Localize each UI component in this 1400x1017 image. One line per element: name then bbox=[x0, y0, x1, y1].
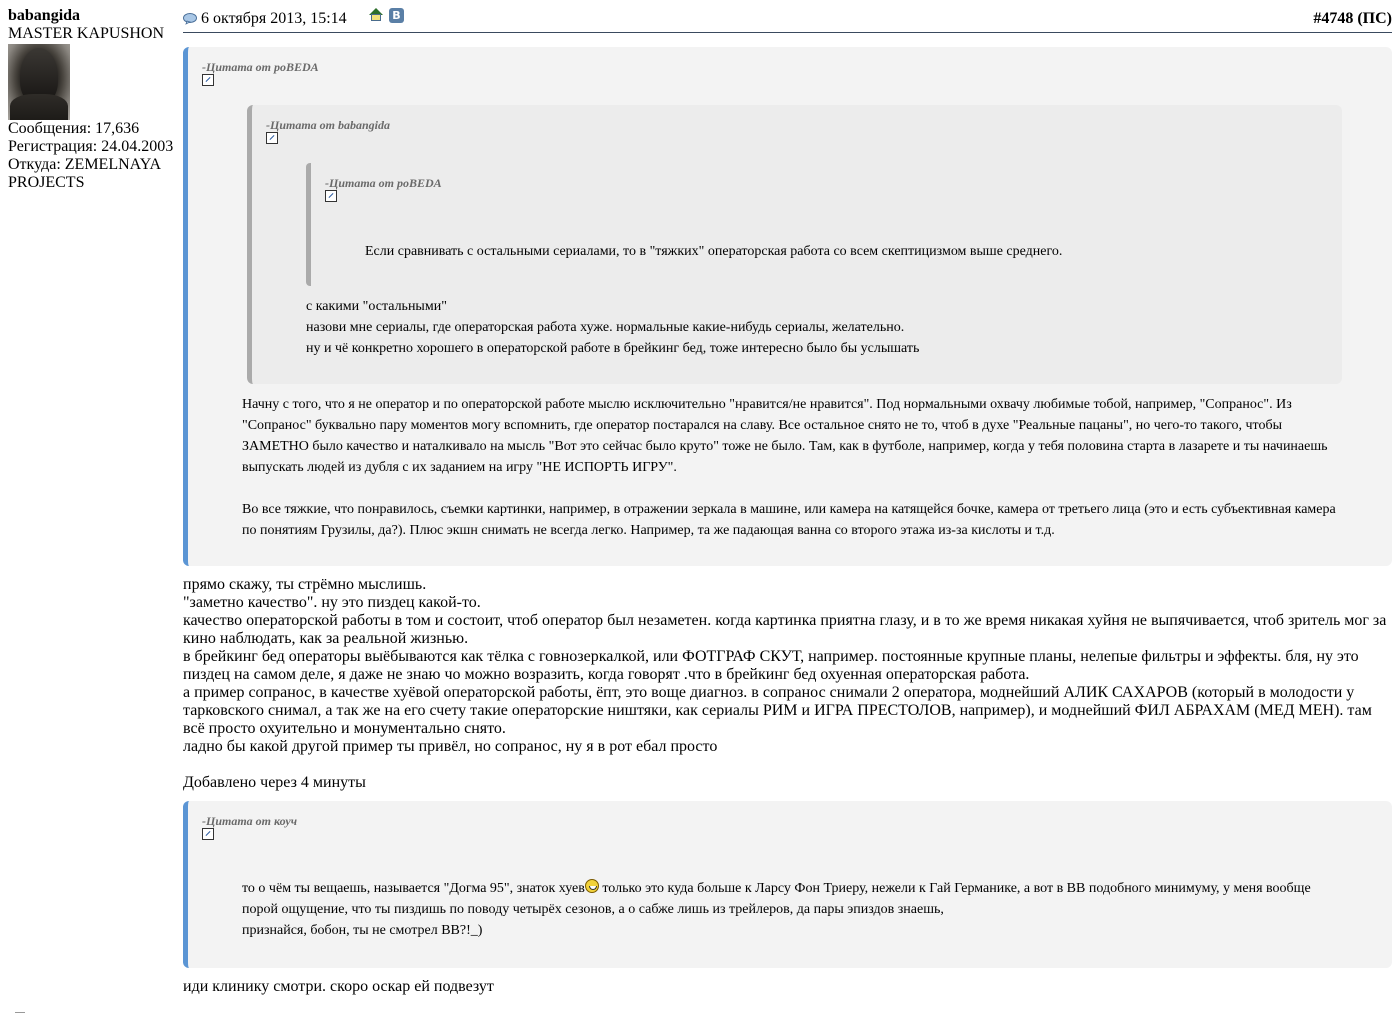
quote-paragraph: Начну с того, что я не оператор и по операторской работе мыслю исключительно "нравится/не нравится". Под нормальными охвачу любимые тобой, например, "Сопранос". Из "Сопранос" буквально пару моментов могу вспомнить, где оператор постарался на славу. Все остальное снято не то, чтоб в духе "Реальные пацаны", но чего-то такого, чтобы ЗАМЕТНО было качество и наталкивало на мысль "Вот это сейчас было круто" тоже не было. Там, как в футболе, например, когда у тебя половина старта в лазарете и ты начинаешь выпускать людей из дубля с их заданием на игру "НЕ ИСПОРТЬ ИГРУ". bbox=[242, 397, 1328, 475]
home-icon[interactable] bbox=[369, 8, 383, 21]
post-line: "заметно качество". ну это пиздец какой-то. bbox=[183, 594, 481, 611]
user-location: Откуда: ZEMELNAYA PROJECTS bbox=[8, 156, 161, 191]
forum-post bbox=[183, 0, 1392, 538]
message-count: Сообщения: 17,636 bbox=[8, 120, 140, 137]
quote-line: назови мне сериалы, где операторская работа хуже. нормальные какие-нибудь сериалы, желательно. bbox=[306, 320, 905, 335]
quote-block-second bbox=[183, 801, 1392, 968]
added-later-note: Добавлено через 4 минуты bbox=[183, 774, 366, 791]
quote-link-icon[interactable] bbox=[202, 828, 214, 840]
post-body bbox=[183, 576, 1392, 756]
quote-block-innermost bbox=[306, 163, 1336, 286]
quote-text bbox=[242, 394, 1342, 541]
post-line: качество операторской работы в том и состоит, чтоб оператор был незаметен. когда картинка приятна глазу, и в то же время никакая хуйня не выпячивается, чтоб зритель мог за кино наблюдать, как за реальной жизнью. bbox=[183, 612, 1387, 647]
quote-source: -Цитата от poBEDA bbox=[202, 60, 319, 74]
post-number bbox=[1313, 10, 1392, 28]
post-header bbox=[183, 0, 1392, 33]
quote-source: -Цитата от коуч bbox=[202, 814, 298, 828]
post-line: а пример сопранос, в качестве хуёвой операторской работы, ёпт, это воще диагноз. в сопранос снимали 2 оператора, моднейший АЛИК САХАРОВ (который в молодости у тарковского снимал, а так же на его счету такие операторские ништяки, как сериалы РИМ и ИГРА ПРЕСТОЛОВ, например), и моднейший ФИЛ АБРАХАМ (МЕД МЕН). там всё просто охуительно и монументально снято. bbox=[183, 684, 1372, 737]
post-date bbox=[183, 10, 347, 28]
grin-smiley-icon bbox=[585, 879, 599, 893]
quote-link-icon[interactable] bbox=[202, 74, 214, 86]
username[interactable]: babangida bbox=[8, 7, 81, 24]
quote-link-icon[interactable] bbox=[266, 132, 278, 144]
post-header-icons bbox=[369, 8, 404, 26]
post-line: ладно бы какой другой пример ты привёл, но сопранос, ну я в рот ебал просто bbox=[183, 738, 718, 755]
post-line: в брейкинг бед операторы выёбываются как тёлка с говнозеркалкой, или ФОТГРАФ СКУТ, например. постоянные крупные планы, нелепые фильтры и эффекты. бля, ну это пиздец на самом деле, я даже не знаю чо можно возразить, когда говорят .что в брейкинг бед охуенная операторская работа. bbox=[183, 648, 1359, 683]
user-title: MASTER KAPUSHON bbox=[8, 25, 165, 42]
quote-source: -Цитата от poBEDA bbox=[325, 176, 442, 190]
quote-block-outer bbox=[183, 47, 1392, 566]
quote-line: признайся, бобон, ты не смотрел ВВ?!_) bbox=[242, 923, 483, 938]
post-number-link[interactable]: #4748 bbox=[1313, 10, 1354, 27]
quote-text-part: только это куда больше к Ларсу Фон Триеру, нежели к Гай Германике, а вот в ВВ подобного минимуму, у меня вообще порой ощущение, что ты пиздишь по поводу четырёх сезонов, а о сабже лишь из трейлеров, да пары эпиздов знаешь, bbox=[242, 881, 1311, 917]
quote-line: ну и чё конкретно хорошего в операторской работе в брейкинг бед, тоже интересно было бы услышать bbox=[306, 341, 920, 356]
quote-text: Если сравнивать с остальными сериалами, то в "тяжких" операторская работа со всем скептицизмом выше среднего. bbox=[365, 244, 1063, 259]
avatar-body bbox=[10, 94, 68, 120]
ps-paren-open: ( bbox=[1353, 10, 1363, 27]
vk-icon[interactable]: В bbox=[389, 8, 404, 23]
avatar[interactable] bbox=[8, 44, 70, 120]
quote-text bbox=[242, 878, 1332, 941]
post-final-line: иди клинику смотри. скоро оскар ей подвезут bbox=[183, 978, 494, 995]
quote-text bbox=[306, 296, 919, 359]
ps-paren-close: ) bbox=[1386, 10, 1392, 27]
quote-source: -Цитата от babangida bbox=[266, 118, 391, 132]
quote-line: с какими "остальными" bbox=[306, 299, 447, 314]
quote-paragraph bbox=[242, 878, 1332, 920]
divider bbox=[15, 1012, 25, 1013]
post-date-text: 6 октября 2013, 15:14 bbox=[201, 10, 347, 27]
ps-link[interactable]: ПС bbox=[1362, 10, 1387, 27]
user-profile bbox=[8, 7, 178, 192]
quote-paragraph: Во все тяжкие, что понравилось, съемки картинки, например, в отражении зеркала в машине, или камера на катящейся бочке, камера от третьего лица (это и есть субъективная камера по понятиям Грузилы, да?). Плюс экшн снимать не всегда легко. Например, та же падающая ванна со второго этажа из-за кислоты и т.д. bbox=[242, 502, 1336, 538]
post-bubble-icon bbox=[183, 13, 197, 25]
quote-link-icon[interactable] bbox=[325, 190, 337, 202]
registration-date: Регистрация: 24.04.2003 bbox=[8, 138, 174, 155]
quote-block-nested bbox=[247, 105, 1342, 384]
post-line: прямо скажу, ты стрёмно мыслишь. bbox=[183, 576, 427, 593]
quote-text-part: то о чём ты вещаешь, называется "Догма 95", знаток хуев bbox=[242, 881, 585, 896]
